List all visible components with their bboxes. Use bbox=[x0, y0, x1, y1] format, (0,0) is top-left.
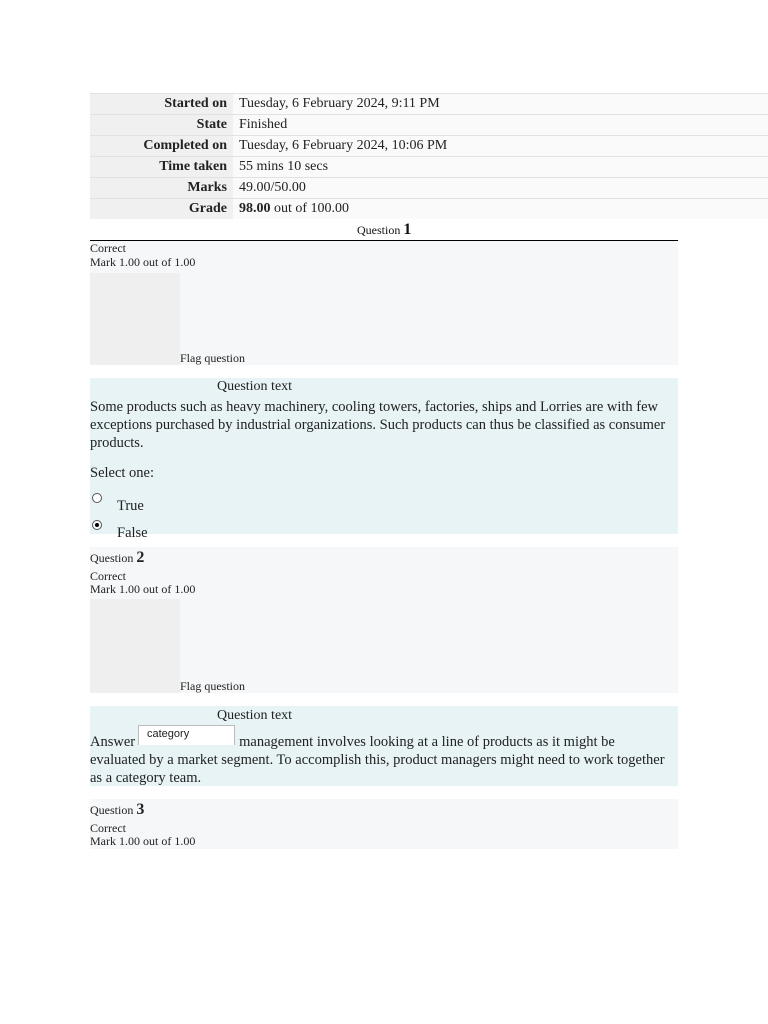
summary-row bbox=[90, 136, 768, 157]
summary-value: 49.00/50.00 bbox=[233, 178, 768, 199]
question-1-placeholder bbox=[90, 273, 180, 365]
select-one-label: Select one: bbox=[90, 465, 155, 481]
question-prefix: Question bbox=[357, 223, 404, 237]
question-2-body: management involves looking at a line of products as it might be evaluated by a market segment. To accomplish this, product managers might need to work together as a category team. bbox=[90, 734, 665, 786]
question-prefix: Question bbox=[90, 803, 137, 817]
question-2-heading bbox=[90, 551, 144, 565]
question-status: Correct bbox=[90, 569, 126, 583]
question-status: Correct bbox=[90, 821, 126, 835]
summary-row bbox=[90, 157, 768, 178]
question-prefix: Question bbox=[90, 551, 137, 565]
summary-value: Tuesday, 6 February 2024, 9:11 PM bbox=[233, 94, 768, 115]
question-status: Correct bbox=[90, 241, 126, 255]
question-number: 3 bbox=[136, 801, 145, 818]
flag-question-link[interactable]: Flag question bbox=[180, 679, 245, 693]
summary-label: State bbox=[90, 115, 233, 136]
question-2-placeholder bbox=[90, 599, 180, 693]
question-1-content bbox=[90, 378, 678, 541]
grade-out-of: out of 100.00 bbox=[270, 201, 350, 216]
summary-row bbox=[90, 178, 768, 199]
question-1-heading bbox=[357, 221, 411, 239]
summary-row bbox=[90, 94, 768, 115]
answer-label: Answer bbox=[90, 734, 136, 750]
grade-value: 98.00 bbox=[239, 201, 271, 216]
summary-value: Tuesday, 6 February 2024, 10:06 PM bbox=[233, 136, 768, 157]
radio-false-selected[interactable] bbox=[92, 520, 102, 530]
summary-label: Time taken bbox=[90, 157, 233, 178]
summary-label: Completed on bbox=[90, 136, 233, 157]
flag-question-link[interactable]: Flag question bbox=[180, 351, 245, 365]
question-text-label: Question text bbox=[217, 708, 293, 723]
radio-true[interactable] bbox=[92, 493, 102, 503]
summary-value bbox=[233, 199, 768, 220]
option-false[interactable] bbox=[90, 512, 148, 542]
summary-label: Started on bbox=[90, 94, 233, 115]
question-number: 1 bbox=[403, 221, 412, 238]
summary-label: Marks bbox=[90, 178, 233, 199]
question-text-label: Question text bbox=[217, 379, 293, 394]
attempt-summary-table bbox=[90, 93, 768, 219]
question-3-info bbox=[90, 799, 678, 849]
question-1-text: Some products such as heavy machinery, cooling towers, factories, ships and Lorries are with few exceptions purchased by industrial organizations. Such products can thus be classified as consumer products. bbox=[90, 399, 666, 451]
summary-value: Finished bbox=[233, 115, 768, 136]
question-2-info bbox=[90, 547, 678, 693]
question-mark: Mark 1.00 out of 1.00 bbox=[90, 834, 196, 848]
question-2-content bbox=[90, 706, 678, 786]
summary-value: 55 mins 10 secs bbox=[233, 157, 768, 178]
summary-row bbox=[90, 199, 768, 220]
question-number: 2 bbox=[136, 549, 145, 566]
option-true[interactable] bbox=[90, 485, 144, 515]
question-1-info bbox=[90, 241, 678, 365]
question-mark: Mark 1.00 out of 1.00 bbox=[90, 255, 196, 269]
option-true-label: True bbox=[117, 498, 144, 514]
question-mark: Mark 1.00 out of 1.00 bbox=[90, 582, 196, 596]
question-3-heading bbox=[90, 803, 144, 817]
option-false-label: False bbox=[117, 525, 148, 541]
summary-label: Grade bbox=[90, 199, 233, 220]
answer-input[interactable]: category bbox=[138, 725, 235, 745]
summary-row bbox=[90, 115, 768, 136]
question-2-text bbox=[90, 733, 670, 787]
